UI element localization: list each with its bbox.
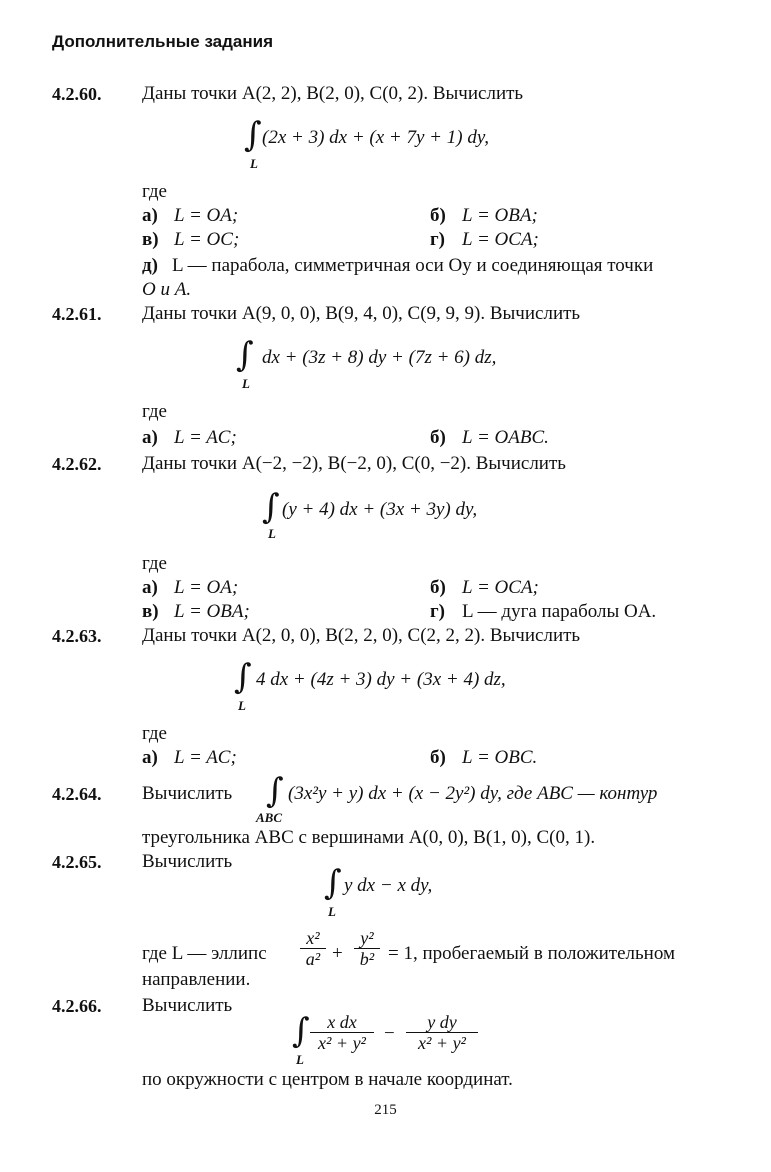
option-text: L = OCA; — [462, 577, 539, 598]
problem-intro: Даны точки A(9, 0, 0), B(9, 4, 0), C(9, 9, 9). Вычислить — [142, 303, 581, 324]
plus-sign: + — [332, 943, 343, 964]
problem-number: 4.2.64. — [52, 784, 102, 804]
integrand: dx + (3z + 8) dy + (7z + 6) dz, — [262, 347, 497, 368]
option-text: L = OBA; — [462, 205, 538, 226]
integral-sign: ∫ — [236, 335, 254, 375]
problem-number: 4.2.62. — [52, 454, 102, 474]
integral-sign: ∫ — [234, 657, 252, 697]
option-label: а) — [142, 205, 158, 226]
option-label: в) — [142, 601, 159, 622]
option-label: а) — [142, 747, 158, 768]
integrand: (3x²y + y) dx + (x − 2y²) dy, где ABC — контур — [288, 783, 658, 804]
problem-cont: по окружности с центром в начале координат. — [142, 1069, 513, 1090]
integral-subscript: L — [242, 376, 250, 391]
where-label: где — [142, 723, 167, 744]
where-label: где — [142, 553, 167, 574]
integrand: (y + 4) dx + (3x + 3y) dy, — [282, 499, 478, 520]
option-text: L = OCA; — [462, 229, 539, 250]
where-label: где — [142, 401, 167, 422]
option-label: б) — [430, 747, 446, 768]
integrand: (2x + 3) dx + (x + 7y + 1) dy, — [262, 127, 489, 148]
integral-sign: ∫ — [262, 487, 280, 527]
problem-intro: Даны точки A(2, 0, 0), B(2, 2, 0), C(2, 2, 2). Вычислить — [142, 625, 581, 646]
integrand: y dx − x dy, — [344, 875, 433, 896]
integrand: 4 dx + (4z + 3) dy + (3x + 4) dz, — [256, 669, 506, 690]
option-text: L — парабола, симметричная оси Oy и соединяющая точки — [172, 255, 654, 276]
integral-subscript: ABC — [256, 810, 283, 825]
integral-subscript: L — [296, 1052, 304, 1067]
option-label: в) — [142, 229, 159, 250]
fraction: $\frac{\text{y dy}}{\text{x² + y²}}$ — [406, 1012, 478, 1053]
integral-subscript: L — [328, 904, 336, 919]
option-text: L = OC; — [174, 229, 240, 250]
problem-number: 4.2.65. — [52, 852, 102, 872]
problem-intro: Даны точки A(−2, −2), B(−2, 0), C(0, −2). Вычислить — [142, 453, 566, 474]
integral-sign: ∫ — [266, 771, 284, 811]
option-text: L = OBA; — [174, 601, 250, 622]
problem-intro: Даны точки A(2, 2), B(2, 0), C(0, 2). Вычислить — [142, 83, 524, 104]
option-text: L = OABC. — [462, 427, 549, 448]
problem-intro: Вычислить — [142, 995, 233, 1016]
option-label: а) — [142, 577, 158, 598]
where-label: где — [142, 181, 167, 202]
option-label: г) — [430, 601, 445, 622]
option-text: L — дуга параболы OA. — [462, 601, 657, 622]
option-label: д) — [142, 255, 158, 276]
problem-cont: треугольника ABC с вершинами A(0, 0), B(1, 0), C(0, 1). — [142, 827, 596, 848]
fraction: $\frac{\text{y²}}{\text{b²}}$ — [354, 928, 380, 969]
problem-number: 4.2.66. — [52, 996, 102, 1016]
problem-cont: направлении. — [142, 969, 251, 990]
section-title: Дополнительные задания — [52, 32, 274, 51]
option-label: б) — [430, 427, 446, 448]
problem-intro: Вычислить — [142, 783, 233, 804]
problem-number: 4.2.61. — [52, 304, 102, 324]
option-label: г) — [430, 229, 445, 250]
problem-number: 4.2.63. — [52, 626, 102, 646]
minus-sign: − — [384, 1023, 395, 1044]
integral-subscript: L — [268, 526, 276, 541]
integral-sign: ∫ — [324, 863, 342, 903]
where-text: где L — эллипс — [142, 943, 267, 964]
integral-sign: ∫ — [292, 1011, 310, 1051]
option-label: а) — [142, 427, 158, 448]
option-text: L = AC; — [174, 747, 237, 768]
fraction: $\frac{\text{x²}}{\text{a²}}$ — [300, 928, 326, 969]
integral-subscript: L — [238, 698, 246, 713]
fraction: $\frac{\text{x dx}}{\text{x² + y²}}$ — [310, 1012, 374, 1053]
option-text: L = OA; — [174, 205, 239, 226]
problem-number: 4.2.60. — [52, 84, 102, 104]
problem-intro: Вычислить — [142, 851, 233, 872]
option-text: L = OBC. — [462, 747, 538, 768]
option-text-cont: O и A. — [142, 279, 192, 300]
option-label: б) — [430, 205, 446, 226]
option-text: L = AC; — [174, 427, 237, 448]
option-label: б) — [430, 577, 446, 598]
integral-sign: ∫ — [244, 115, 262, 155]
where-text: = 1, пробегаемый в положительном — [388, 943, 676, 964]
integral-subscript: L — [250, 156, 258, 171]
page-number: 215 — [374, 1102, 397, 1118]
option-text: L = OA; — [174, 577, 239, 598]
